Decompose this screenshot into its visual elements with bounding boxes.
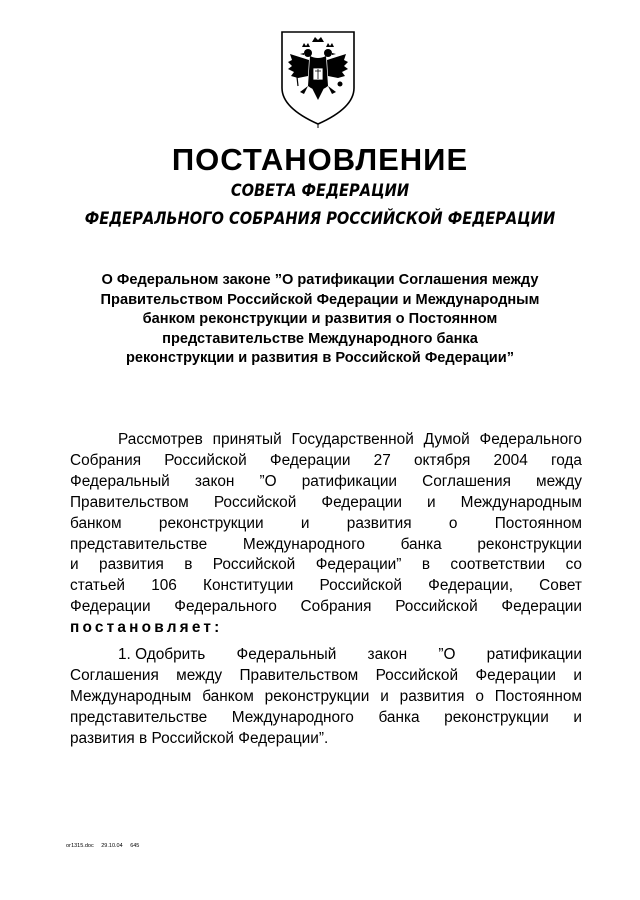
subject-line: банком реконструкции и развития о Постоянном xyxy=(142,311,498,328)
paragraph-line: Федеральный закон ”О ратификации Соглашения между xyxy=(70,472,582,490)
document-type-title: ПОСТАНОВЛЕНИЕ xyxy=(171,142,469,177)
paragraph-line: Соглашения между Правительством Российской Федерации и xyxy=(70,666,582,684)
subject-line: представительстве Международного банка xyxy=(162,330,478,347)
paragraph-line xyxy=(70,618,582,639)
paragraph-line: Рассмотрев принятый Государственной Думой Федерального xyxy=(118,431,582,448)
subject-line: Правительством Российской Федерации и Международным xyxy=(100,291,540,308)
resolution-item-1 xyxy=(70,645,582,750)
paragraph-line: и развития в Российской Федерации” в соответствии со xyxy=(70,556,582,574)
document-subject xyxy=(70,271,570,369)
document-footer xyxy=(66,843,145,850)
paragraph-line: представительстве Международного банка реконструкции xyxy=(70,535,582,553)
paragraph-line: Федерации Федерального Собрания Российской Федерации xyxy=(70,598,582,616)
footer-filename: ог1315.doc xyxy=(66,843,94,849)
paragraph-line: развития в Российской Федерации”. xyxy=(70,729,329,747)
decides-keyword: постановляет: xyxy=(70,619,223,637)
subject-line: реконструкции и развития в Российской Федерации” xyxy=(125,350,515,367)
paragraph-line: Правительством Российской Федерации и Международным xyxy=(70,493,582,511)
russian-coat-of-arms-icon xyxy=(276,28,360,128)
paragraph-line: 1. Одобрить Федеральный закон ”О ратификации xyxy=(118,646,582,663)
preamble-paragraph xyxy=(70,430,582,639)
subject-line: О Федеральном законе ”О ратификации Соглашения между xyxy=(101,272,539,288)
issuer-line-1: СОВЕТА ФЕДЕРАЦИИ xyxy=(230,181,410,201)
paragraph-line: Международным банком реконструкции и развития о Постоянном xyxy=(70,687,582,705)
issuer-line-2: ФЕДЕРАЛЬНОГО СОБРАНИЯ РОССИЙСКОЙ ФЕДЕРАЦИИ xyxy=(84,209,556,229)
paragraph-line: банком реконструкции и развития о Постоянном xyxy=(70,514,582,532)
paragraph-line: статьей 106 Конституции Российской Федерации, Совет xyxy=(70,577,582,595)
footer-date: 29.10.04 xyxy=(101,843,123,849)
paragraph-line: представительстве Международного банка реконструкции и xyxy=(70,708,582,726)
footer-code: 645 xyxy=(130,843,140,849)
paragraph-line: Собрания Российской Федерации 27 октября 2004 года xyxy=(70,451,582,469)
